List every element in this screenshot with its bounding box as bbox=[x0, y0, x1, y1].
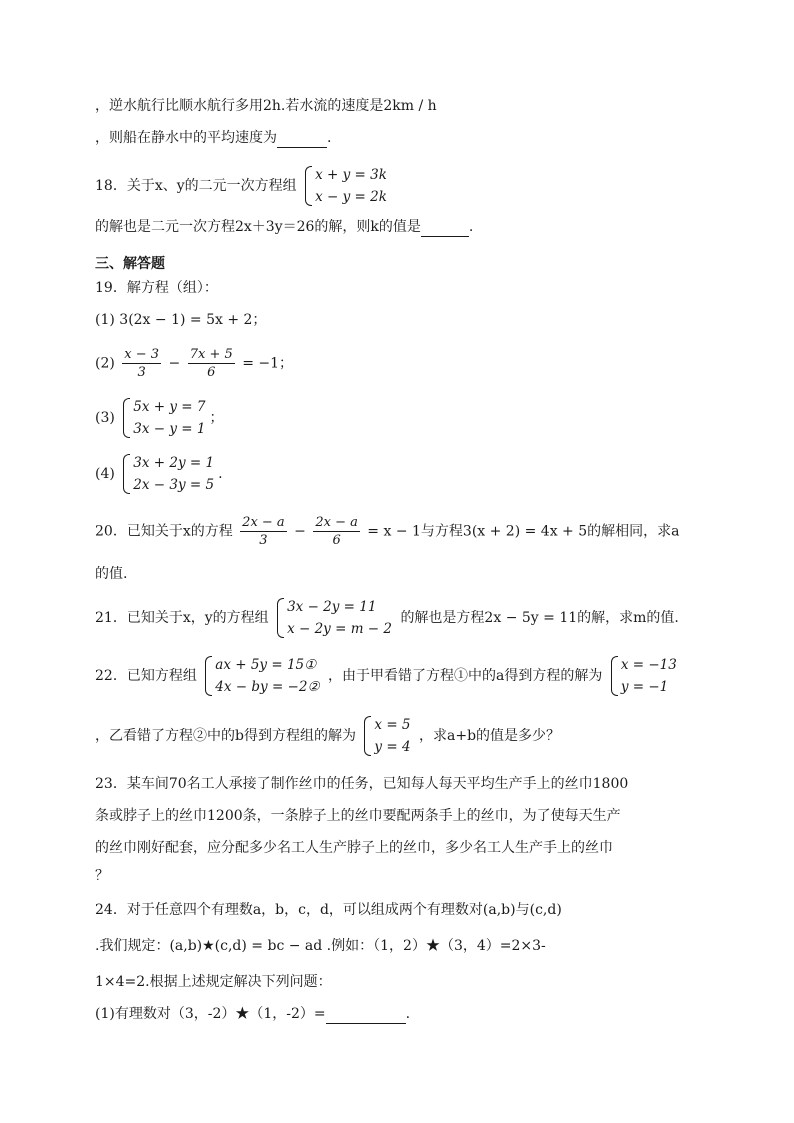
q20-line2: 的值. bbox=[95, 566, 128, 582]
q19-part2-fraction2-num: 7x + 5 bbox=[189, 347, 233, 362]
section-3-heading: 三、解答题 bbox=[95, 256, 165, 272]
q22-line2 bbox=[95, 714, 560, 758]
q21-system bbox=[277, 596, 392, 640]
q24-part1-end: . bbox=[405, 1006, 411, 1022]
q19-part3-eq1: 5x + y = 7 bbox=[133, 399, 206, 415]
q18-line2-text: 的解也是二元一次方程2x＋3y＝26的解，则k的值是 bbox=[95, 219, 421, 235]
q23-line2: 条或脖子上的丝巾1200条，一条脖子上的丝巾要配两条手上的丝巾，为了使每天生产 bbox=[95, 808, 621, 824]
q24-part1 bbox=[95, 1004, 410, 1024]
q22-mid: ，由于甲看错了方程①中的a得到方程的解为 bbox=[328, 668, 603, 684]
q19-part4-eq1: 3x + 2y = 1 bbox=[133, 455, 215, 471]
q19-part1: (1) 3(2x − 1) = 5x + 2； bbox=[95, 312, 267, 328]
q19-part2-label: (2) bbox=[95, 355, 115, 372]
q20-fraction1-den: 3 bbox=[259, 533, 268, 548]
q19-part2-fraction1-num: x − 3 bbox=[124, 347, 160, 362]
q19-part3 bbox=[95, 396, 224, 440]
q22-system bbox=[205, 654, 319, 698]
q19-part3-tail: ； bbox=[209, 410, 224, 426]
q20-line1 bbox=[95, 514, 680, 549]
q19-part2-fraction1 bbox=[122, 346, 161, 381]
q18-eq2: x − y = 2k bbox=[315, 189, 387, 205]
q22-line2-text: ，乙看错了方程②中的b得到方程组的解为 bbox=[95, 728, 356, 744]
q22-line1 bbox=[95, 654, 681, 698]
q20-fraction2-num: 2x − a bbox=[315, 515, 358, 530]
q20-fraction2 bbox=[313, 514, 360, 549]
q17-answer-blank bbox=[277, 147, 327, 148]
q18-line2-end: . bbox=[468, 219, 474, 235]
q18-prefix: 18．关于x、y的二元一次方程组 bbox=[95, 178, 297, 194]
q19-part3-label: (3) bbox=[95, 410, 115, 426]
q21-tail: 的解也是方程2x − 5y = 11的解，求m的值. bbox=[400, 610, 679, 626]
q19-part4-system bbox=[123, 452, 214, 496]
q22-eq1: ax + 5y = 15① bbox=[215, 657, 317, 673]
q22-solution1-y: y = −1 bbox=[620, 679, 669, 695]
q22-line2-end: ，求a+b的值是多少？ bbox=[419, 728, 561, 744]
q18-line2 bbox=[95, 217, 473, 237]
q23-line4: ？ bbox=[95, 868, 109, 884]
q19-part3-system bbox=[123, 396, 205, 440]
q20-prefix: 20．已知关于x的方程 bbox=[95, 523, 233, 540]
q22-solution1-x: x = −13 bbox=[620, 657, 677, 673]
q23-line1: 23．某车间70名工人承接了制作丝巾的任务，已知每人每天平均生产手上的丝巾1800 bbox=[95, 776, 629, 792]
q24-answer-blank bbox=[326, 1023, 406, 1024]
q22-solution1 bbox=[611, 654, 677, 698]
q22-solution2 bbox=[364, 714, 410, 758]
q19-part2-fraction1-den: 3 bbox=[137, 365, 146, 380]
q21-eq1: 3x − 2y = 11 bbox=[287, 599, 377, 615]
q22-prefix: 22．已知方程组 bbox=[95, 668, 197, 684]
q22-solution2-y: y = 4 bbox=[374, 739, 411, 755]
q21-eq2: x − 2y = m − 2 bbox=[287, 621, 392, 637]
q23-line3: 的丝巾刚好配套，应分配多少名工人生产脖子上的丝巾，多少名工人生产手上的丝巾 bbox=[95, 840, 613, 856]
q18-answer-blank bbox=[421, 236, 469, 237]
q20-fraction2-den: 6 bbox=[332, 533, 341, 548]
q20-tail: = x − 1与方程3(x + 2) = 4x + 5的解相同，求a bbox=[367, 523, 680, 540]
q19-part2-fraction2 bbox=[188, 346, 235, 381]
q20-minus: − bbox=[294, 523, 306, 540]
q19-part2-tail: = −1； bbox=[242, 355, 294, 372]
q22-solution2-x: x = 5 bbox=[374, 717, 411, 733]
q19-part4-label: (4) bbox=[95, 466, 115, 482]
q19-part3-eq2: 3x − y = 1 bbox=[133, 421, 206, 437]
q24-line3: 1×4=2.根据上述规定解决下列问题： bbox=[95, 974, 332, 990]
q21-line bbox=[95, 596, 679, 640]
q22-eq2: 4x − by = −2② bbox=[215, 679, 320, 695]
q19-part4 bbox=[95, 452, 223, 496]
q19-part2-minus: − bbox=[168, 355, 181, 372]
q21-prefix: 21．已知关于x，y的方程组 bbox=[95, 610, 269, 626]
q20-fraction1 bbox=[240, 514, 287, 549]
q19-title: 19．解方程（组）： bbox=[95, 280, 218, 296]
q17-line1: ，逆水航行比顺水航行多用2h.若水流的速度是2km / h bbox=[95, 98, 437, 114]
q24-line1: 24．对于任意四个有理数a，b，c，d，可以组成两个有理数对(a,b)与(c,d) bbox=[95, 902, 562, 918]
q17-line2-end: . bbox=[327, 130, 332, 146]
q19-part2 bbox=[95, 346, 293, 381]
q20-fraction1-num: 2x − a bbox=[242, 515, 285, 530]
q19-part2-fraction2-den: 6 bbox=[207, 365, 216, 380]
q19-part4-tail: . bbox=[218, 466, 223, 482]
q17-line2-text: ，则船在静水中的平均速度为 bbox=[95, 130, 277, 146]
q24-part1-text: (1)有理数对（3，-2）★（1，-2）= bbox=[95, 1006, 326, 1022]
q18-equation-system bbox=[305, 164, 387, 208]
q24-line2: .我们规定：(a,b)★(c,d) = bc − ad .例如：（1，2）★（3，4）=2×3- bbox=[95, 938, 546, 954]
q17-line2 bbox=[95, 128, 331, 148]
q18-eq1: x + y = 3k bbox=[315, 167, 387, 183]
q19-part4-eq2: 2x − 3y = 5 bbox=[133, 477, 215, 493]
q18-line1 bbox=[95, 164, 391, 208]
